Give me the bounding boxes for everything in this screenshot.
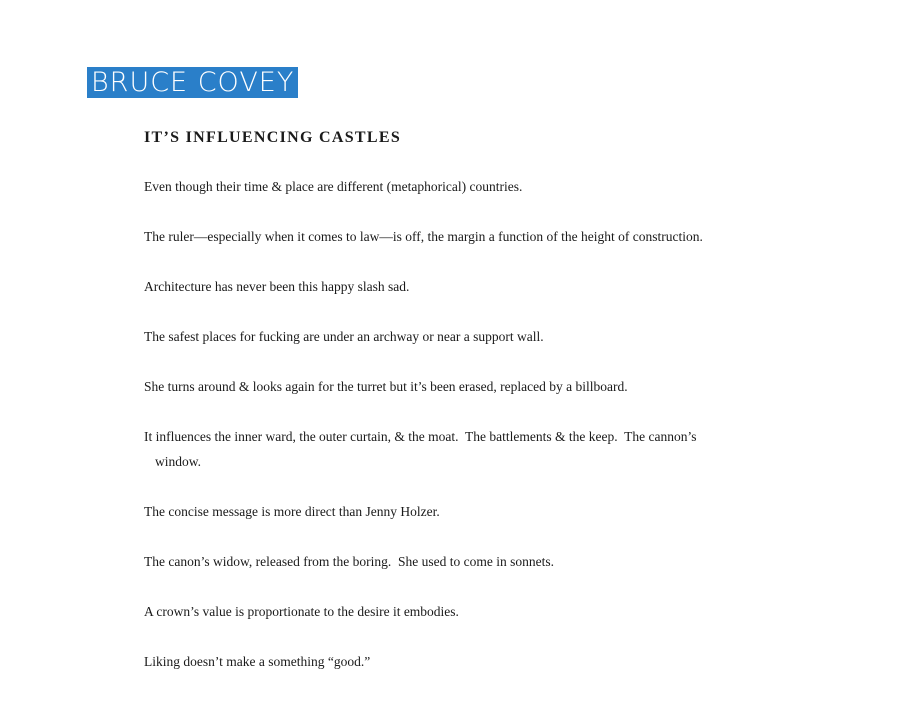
poem-body bbox=[144, 174, 744, 699]
poem-line: Liking doesn’t make a something “good.” bbox=[144, 654, 371, 669]
poem-line: Even though their time & place are different (metaphorical) countries. bbox=[144, 179, 523, 194]
poem-line: The canon’s widow, released from the boring. She used to come in sonnets. bbox=[144, 554, 555, 569]
poem-line: Architecture has never been this happy slash sad. bbox=[144, 279, 410, 294]
poem-line: A crown’s value is proportionate to the desire it embodies. bbox=[144, 604, 459, 619]
poem-line: The safest places for fucking are under an archway or near a support wall. bbox=[144, 329, 544, 344]
poem-line: The concise message is more direct than Jenny Holzer. bbox=[144, 504, 440, 519]
poem-line: She turns around & looks again for the turret but it’s been erased, replaced by a billboard. bbox=[144, 379, 628, 394]
poem-title: IT’S INFLUENCING CASTLES bbox=[144, 129, 402, 146]
poem-line: The ruler—especially when it comes to law—is off, the margin a function of the height of construction. bbox=[144, 229, 703, 244]
author-name: BRUCE COVEY bbox=[87, 67, 298, 98]
poem-line: It influences the inner ward, the outer curtain, & the moat. The battlements & the keep. The cannon’s window. bbox=[144, 429, 700, 469]
